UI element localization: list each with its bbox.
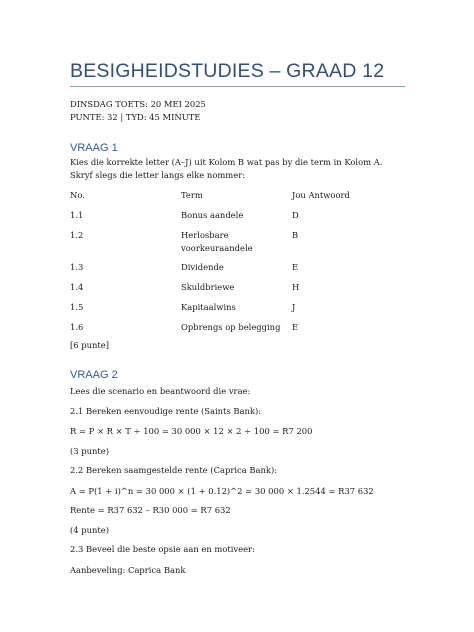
question-2-1: 2.1 Bereken eenvoudige rente (Saints Bank):: [70, 406, 262, 416]
question-2-2-formula: A = P(1 + i)^n = 30 000 × (1 + 0.12)^2 = 30 000 × 1.2544 = R37 632: [70, 486, 374, 496]
row-no: 1.3: [70, 262, 84, 272]
vraag1-marks: [6 punte]: [70, 340, 109, 350]
question-2-3: 2.3 Beveel die beste opsie aan en motiveer:: [70, 544, 255, 554]
vraag2-intro: Lees die scenario en beantwoord die vrae:: [70, 386, 251, 396]
row-no: 1.5: [70, 302, 84, 312]
row-answer: H: [292, 282, 300, 292]
header-no: No.: [70, 190, 85, 200]
vraag2-heading: VRAAG 2: [70, 369, 118, 381]
row-term: Opbrengs op belegging: [181, 322, 281, 332]
row-no: 1.1: [70, 210, 84, 220]
vraag1-instruction: Kies die korrekte letter (A–J) uit Kolom B wat pas by die term in Kolom A. Skryf slegs die letter langs elke nommer:: [70, 157, 383, 180]
row-answer: E: [292, 262, 299, 272]
title-underline: [70, 86, 405, 87]
marks-time: PUNTE: 32 | TYD: 45 MINUTE: [70, 112, 201, 122]
row-term: Bonus aandele: [181, 210, 244, 220]
row-answer: D: [292, 210, 299, 220]
question-2-2-marks: (4 punte): [70, 525, 109, 535]
document-title: BESIGHEIDSTUDIES – GRAAD 12: [70, 60, 385, 82]
question-2-1-marks: (3 punte): [70, 446, 109, 456]
vraag1-heading: VRAAG 1: [70, 142, 118, 154]
row-answer: J: [292, 302, 296, 312]
header-answer: Jou Antwoord: [292, 190, 350, 200]
row-term: Skuldbriewe: [181, 282, 235, 292]
row-term: Herlosbare voorkeuraandele: [181, 230, 253, 253]
question-2-2-rente: Rente = R37 632 – R30 000 = R7 632: [70, 505, 231, 515]
row-no: 1.4: [70, 282, 84, 292]
row-answer: B: [292, 230, 299, 240]
header-term: Term: [181, 190, 203, 200]
test-date: DINSDAG TOETS: 20 MEI 2025: [70, 99, 206, 109]
question-2-3-answer: Aanbeveling: Caprica Bank: [70, 565, 186, 575]
row-answer: E: [292, 322, 299, 332]
row-term: Dividende: [181, 262, 224, 272]
question-2-2: 2.2 Bereken saamgestelde rente (Caprica Bank):: [70, 465, 278, 475]
row-no: 1.6: [70, 322, 84, 332]
question-2-1-formula: R = P × R × T ÷ 100 = 30 000 × 12 × 2 ÷ 100 = R7 200: [70, 426, 313, 436]
row-term: Kapitaalwins: [181, 302, 236, 312]
row-no: 1.2: [70, 230, 84, 240]
